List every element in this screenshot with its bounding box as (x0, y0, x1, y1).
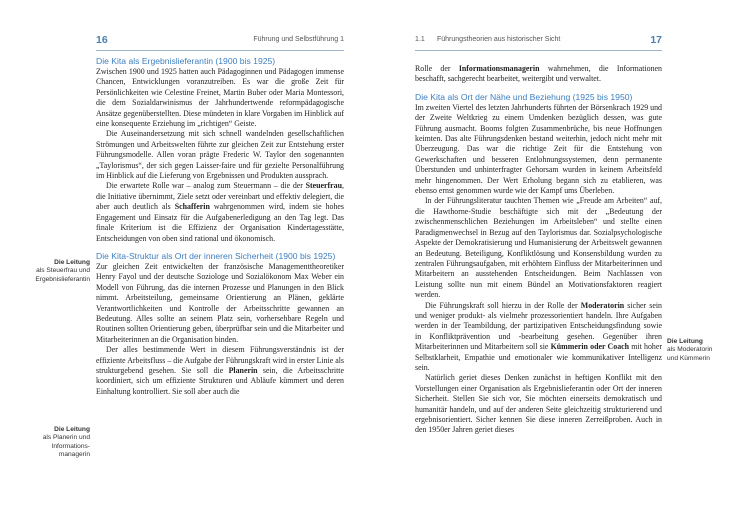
keyword-moderatorin: Moderatorin (580, 300, 625, 310)
margin-note-line: als Steuerfrau und (36, 267, 90, 275)
section-heading-innere-sicherheit: Die Kita-Struktur als Ort der inneren Sicherheit (1900 bis 1925) (96, 250, 336, 261)
running-head: Führungstheorien aus historischer Sicht (437, 36, 561, 43)
margin-note-moderatorin (667, 338, 747, 363)
paragraph: In der Führungsliteratur tauchten Themen wie „Freude am Arbeiten“ auf, die Hawthorne-Studie beschäftigte sich mit der „Bedeutung der zwischenmenschlichen Beziehungen im Arbeitsleben“ und stellte einen Paradigmenwechsel in Bezug auf den Taylorismus dar. Sozialpsychologische Aspekte der Demokratisierung und Humanisierung der Arbeitswelt gewannen an Bedeutung. Beteiligung, Konfliktlösung und Konsensbildung wurden zu zentralen Führungsaufgaben, mit erhöhtem Einfluss der Mitarbeiterinnen und Mitarbeitern an ausstehenden Entscheidungen. Beim Nachlassen von Leistung sollte nun mit einem Bündel an Motivationsfaktoren reagiert werden. (415, 196, 662, 300)
text-run: Der alles bestimmende Wert in diesem Führungsverständnis ist der effiziente Arbeitsfluss – die Aufgabe der Führungskraft wird in erster Linie als strukturgebend gesehen. Sie soll die (96, 345, 344, 375)
paragraph: Zur gleichen Zeit entwickelten der französische Managementtheoretiker Henry Fayol und der deutsche Soziologe und Sozialökonom Max Weber ein Modell von Führung, das die internen Prozesse und Planungen in den Blick nimmt. Arbeitsteilung, gemeinsame Orientierung an Plänen, geklärte Verantwortlichkeiten und Kontrolle der Arbeitsschritte gewannen an Bedeutung. Alles sollte an seinem Platz sein, vorhersehbare Regeln und Routinen sollten Orientierung geben, überprüfbar sein und die Mitarbeiter und Mitarbeiterinnen an die Organisation binden. (96, 261, 344, 344)
text-run: , die Initiative übernimmt, Ziele setzt oder vereinbart und effektiv delegiert, die aber auch deutlich als (96, 181, 344, 212)
margin-note-line: managerin (58, 451, 90, 459)
paragraph (415, 64, 662, 85)
keyword-schafferin: Schafferin (174, 202, 210, 212)
margin-note-line: Ergebnislieferantin (35, 275, 90, 283)
keyword-steuerfrau: Steuerfrau (305, 181, 343, 191)
paragraph: Zwischen 1900 und 1925 hatten auch Pädagoginnen und Pädagogen immense Chancen, Entwicklungen voranzutreiben. Es war die große Zeit für Persönlichkeiten wie Celestine Freinet, Martin Buber oder Maria Montessori, die dem Sozialdarwinismus der Jahrhundertwende reformpädagogische Ansätze gegenüberstellten. Diese mündeten in klare Vorgaben im Hinblick auf eine konsequente Erziehung im „richtigen“ Geiste. (96, 67, 344, 129)
margin-note-line: Die Leitung (667, 338, 703, 345)
margin-note-line: Die Leitung (54, 426, 90, 433)
margin-note-line: Die Leitung (54, 259, 90, 266)
right-page-body (415, 64, 662, 436)
keyword-informationsmanagerin: Informationsmanagerin (458, 64, 540, 73)
right-page-header (415, 34, 662, 51)
paragraph (96, 181, 344, 243)
margin-note-line: Informations- (51, 442, 90, 450)
margin-note-planerin (10, 426, 90, 460)
margin-note-line: als Planerin und (42, 434, 90, 442)
text-run: Rolle der (415, 64, 459, 73)
text-run: sicher sein und weniger produkt- als vielmehr prozessorientiert handeln. Ihre Aufgaben werden in der Teambildung, der partizipativen Entscheidungsfindung sowie in Konfliktprävention und -bearbeitung gesehen. Gegenüber ihren Mitarbeiterinnen und Mitarbeitern soll sie (415, 300, 662, 352)
section-heading-ergebnislieferantin: Die Kita als Ergebnislieferantin (1900 bis 1925) (96, 56, 276, 66)
paragraph: Natürlich geriet dieses Denken zunächst in heftigen Konflikt mit den Vorstellungen einer Organisation als Ergebnislieferantin oder Ort der inneren Sicherheit. Stellen Sie sich vor, Sie möchten einerseits demokratisch und humanitär handeln, und auf der anderen Seite gleichzeitig strukturierend und ergebnisorientiert. Sicher kennen Sie diese inneren Zerreißproben. Auch in den 1950er Jahren geriet dieses (415, 373, 662, 435)
text-run: mit hoher Selbstklarheit, Empathie und emotionaler wie kommunikativer Intelligenz sein. (415, 342, 663, 372)
paragraph: Die Auseinandersetzung mit sich schnell wandelnden gesellschaftlichen Strömungen und Arbeitswelten führte zur gleichen Zeit zur Entstehung erster Führungsmodelle. Allen voran prägte Frederic W. Taylor den sogenannten „Taylorismus“, der sich gegen Laisser-faire und für gezielte Personalführung im Hinblick auf die Lieferung von Ergebnissen und Produkten aussprach. (96, 129, 344, 181)
paragraph (96, 345, 344, 397)
right-page (375, 0, 750, 527)
paragraph: Im zweiten Viertel des letzten Jahrhunderts führten der Börsenkrach 1929 und der Zweite Weltkrieg zu einem Umdenken bezüglich dessen, was gute Führung ausmacht. Booms folgten Zusammenbrüche, bis neue Hoffnungen keimten. Das alte Führungsdenken bestand weiterhin, jedoch nicht mehr mit Überzeugung. Das war die richtige Zeit für die Entstehung von Gewerkschaften und besseren Entlohnungssystemen, denn permanente Überstunden und unhinterfragter Gehorsam wurden in keinem Arbeitsfeld mehr hingenommen. Der Wert Erholung begann sich zu etablieren, was ebenso ernst genommen wurde wie der Kampf ums Überleben. (415, 102, 662, 196)
margin-note-steuerfrau (10, 259, 90, 284)
running-head: Führung und Selbstführung 1 (253, 36, 344, 43)
keyword-planerin: Planerin (228, 365, 258, 375)
margin-note-line: und Kümmerin (667, 354, 710, 362)
paragraph (415, 301, 662, 374)
text-run: wahrnehmen, die Informationen beschafft, sachgerecht bearbeitet, weitergibt und verwaltet. (415, 64, 662, 84)
text-run: sein, die Arbeitsschritte koordiniert, sich um effiziente Strukturen und Abläufe kümmert und deren Einhaltung kontrolliert. Sie soll aber auch die (96, 365, 345, 396)
margin-note-line: als Moderatorin (667, 346, 713, 354)
text-run: Die erwartete Rolle war – analog zum Steuermann – die der (106, 181, 306, 191)
left-page-header (96, 34, 344, 51)
page-number: 17 (650, 34, 662, 46)
keyword-kuemmerin-coach: Kümmerin oder Coach (550, 342, 630, 352)
text-run: wahrgenommen wird, indem sie hohes Engagement und Einsatz für die Aufgabenerledigung an den Tag legt. Das finale Kriterium ist die Effizienz der Organisation Kindertagesstätte, Entscheidungen von oben sind rational und ökonomisch. (96, 202, 345, 243)
page-number: 16 (96, 34, 108, 46)
text-run: Die Führungskraft soll hierzu in der Rolle der (425, 300, 581, 310)
section-heading-naehe-beziehung: Die Kita als Ort der Nähe und Beziehung (1925 bis 1950) (415, 91, 633, 102)
running-head-number: 1.1 (415, 36, 425, 43)
left-page-body (96, 56, 344, 397)
